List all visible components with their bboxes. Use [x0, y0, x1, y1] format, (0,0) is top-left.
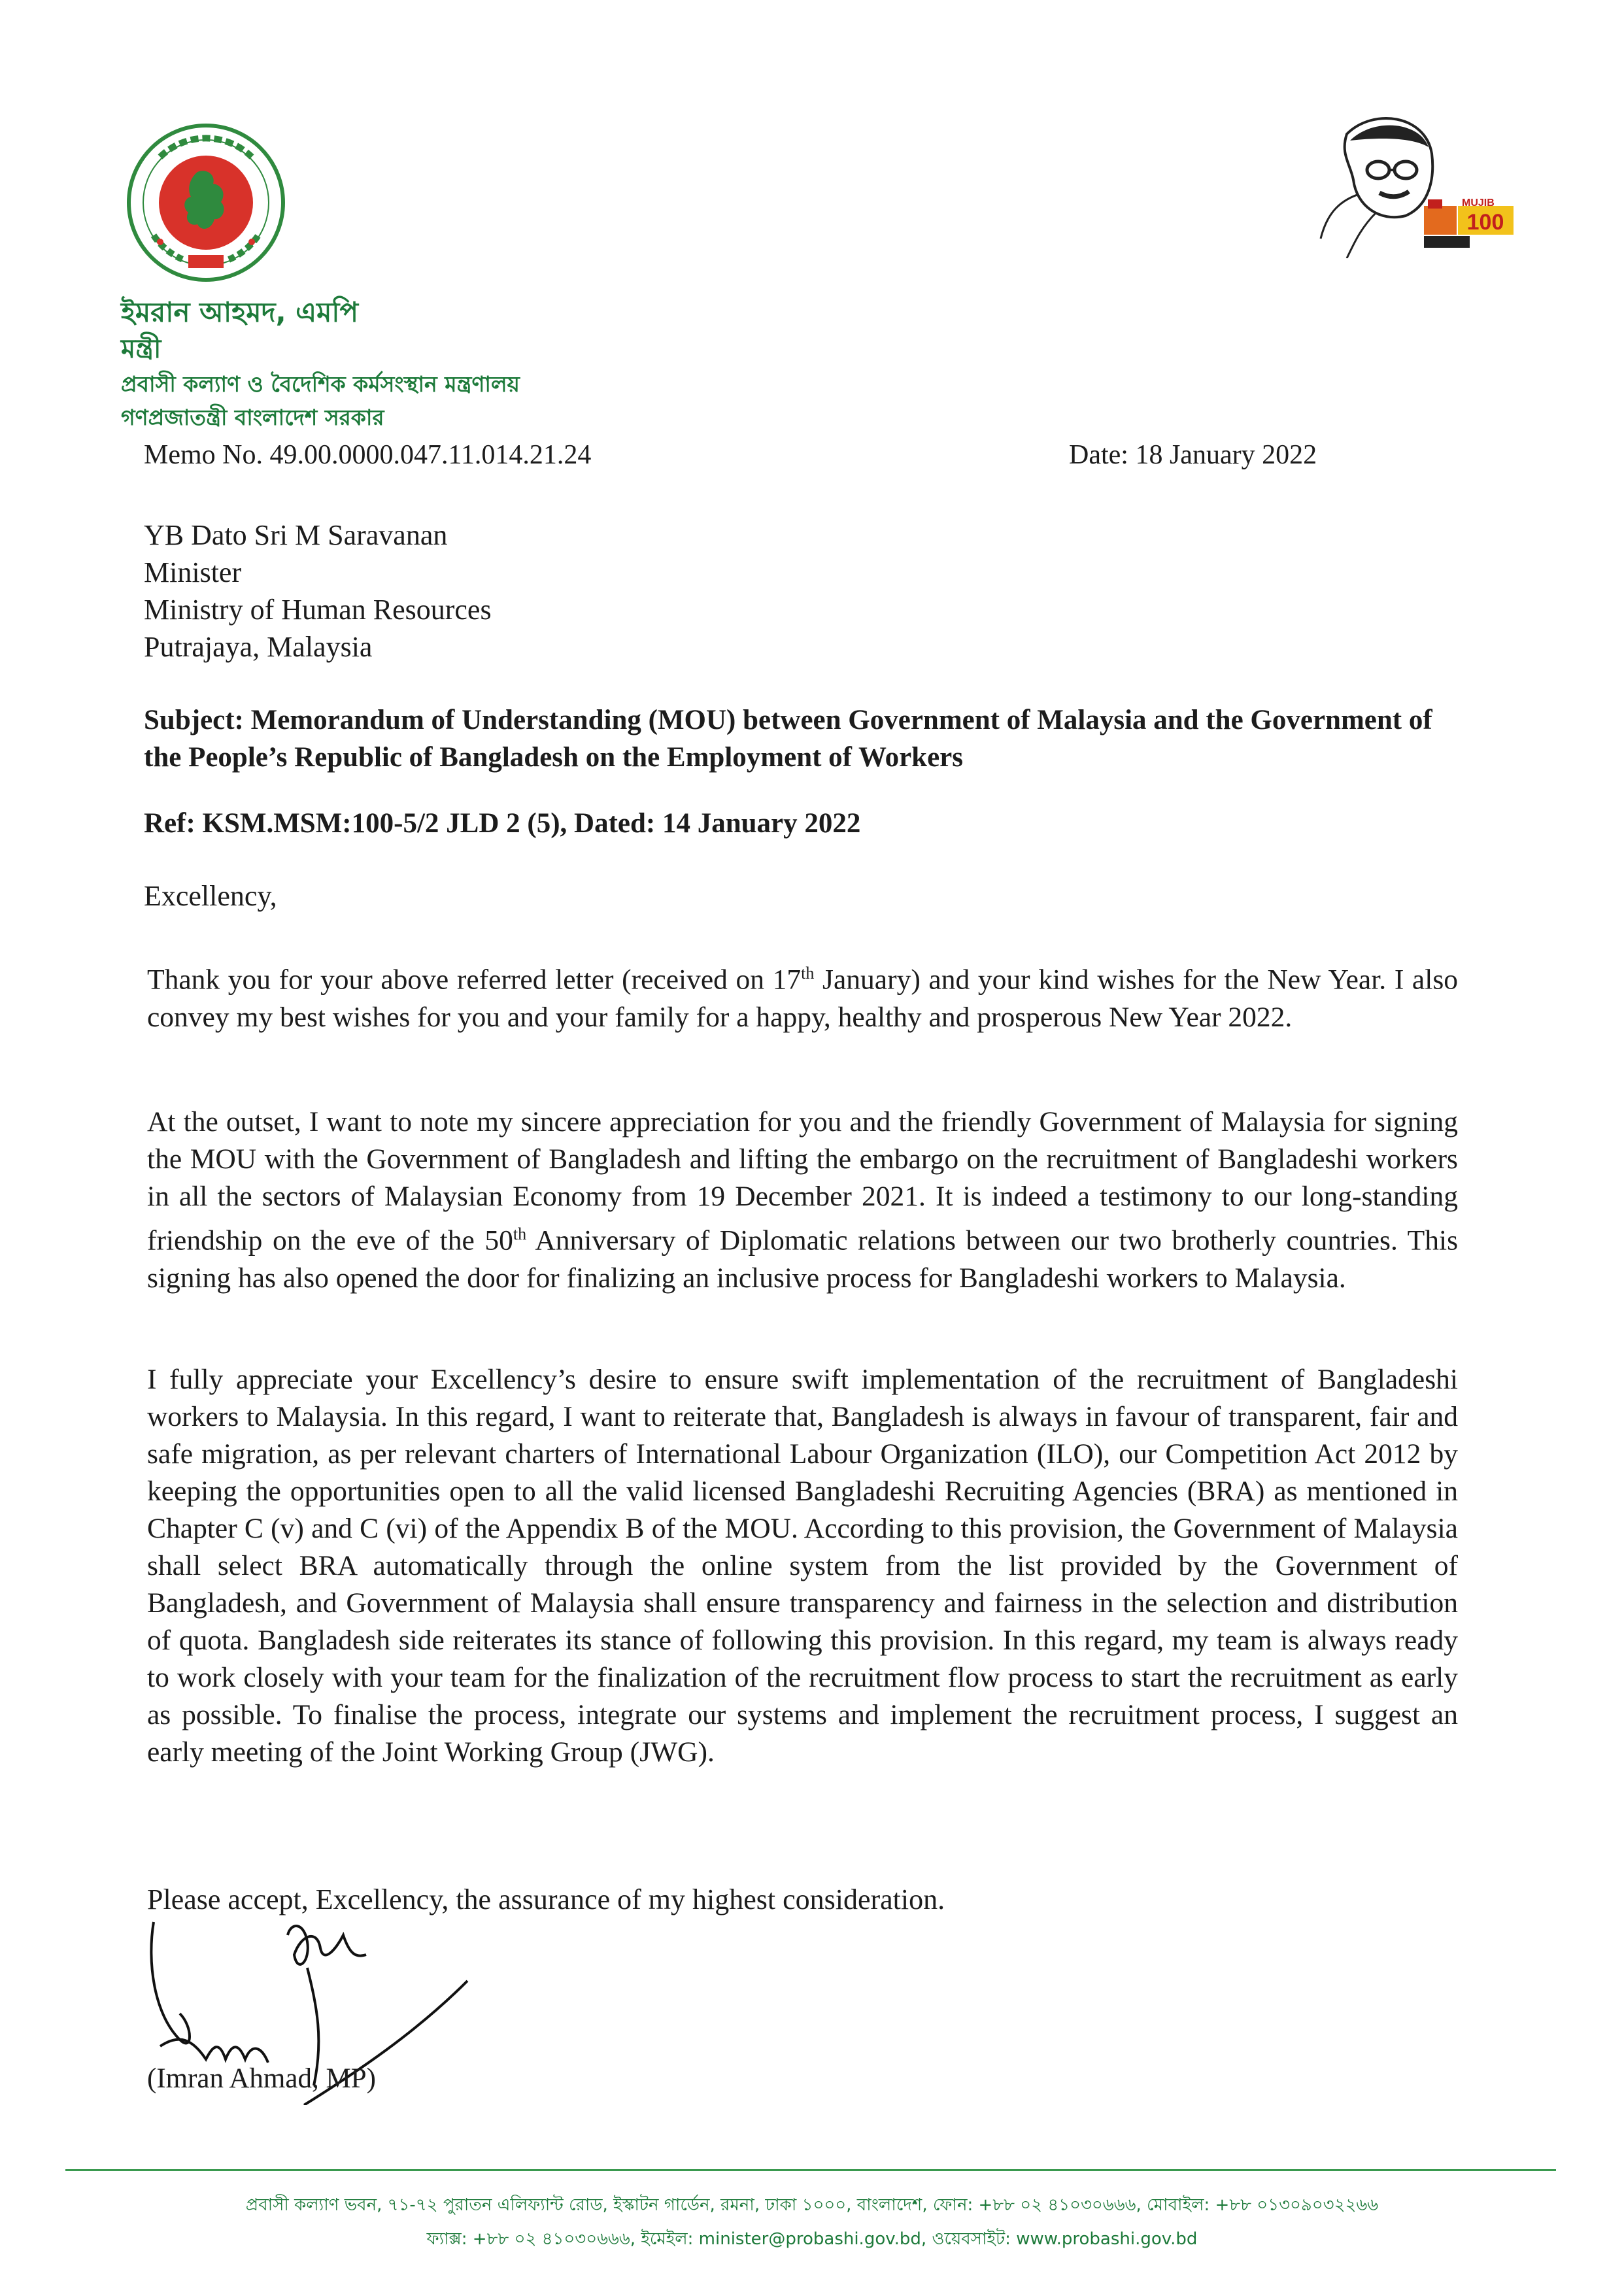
svg-text:100: 100	[1466, 210, 1504, 235]
footer-address: প্রবাসী কল্যাণ ভবন, ৭১-৭২ পুরাতন এলিফ্যান্ট রোড, ইস্কাটন গার্ডেন, রমনা, ঢাকা ১০০০, বাংলাদেশ, ফোন: +৮৮ ০২ ৪১০৩০৬৬৬, মোবাইল: +৮৮ ০১৩০৯০৩২২৬৬	[245, 2195, 1379, 2215]
addressee-name: YB Dato Sri M Saravanan	[144, 519, 448, 551]
body-paragraph-1: Thank you for your above referred letter (received on 17th January) and your kind wishes for the New Year. I also convey my best wishes for you and your family for a happy, healthy and prosperous New Year 2022.	[147, 964, 1459, 1033]
government-seal-icon	[124, 121, 288, 284]
ministry-name: প্রবাসী কল্যাণ ও বৈদেশিক কর্মসংস্থান মন্ত্রণালয়	[121, 371, 520, 397]
government-name: গণপ্রজাতন্ত্রী বাংলাদেশ সরকার	[121, 405, 384, 430]
letterhead-block	[121, 294, 520, 434]
footer-divider	[65, 2169, 1556, 2171]
addressee-title: Minister	[144, 556, 242, 588]
minister-title: মন্ত্রী	[121, 334, 161, 364]
body-paragraph-3: I fully appreciate your Excellency’s desire to ensure swift implementation of the recruitment of Bangladeshi workers to Malaysia. In this regard, I want to reiterate that, Bangladesh is always in favour of transparent, fair and safe migration, as per relevant charters of International Labour Organization (ILO), our Competition Act 2012 by keeping the opportunities open to all the valid licensed Bangladeshi Recruiting Agencies (BRA) as mentioned in Chapter C (v) and C (vi) of the Appendix B of the MOU. According to this provision, the Government of Malaysia shall select BRA automatically through the online system from the list provided by the Government of Bangladesh, and Government of Malaysia shall ensure transparency and fairness in the selection and distribution of quota. Bangladesh side reiterates its stance of following this provision. In this regard, my team is always ready to work closely with your team for the finalization of the recruitment flow process to start the recruitment as early as possible. To finalise the process, integrate our systems and implement the recruitment process, I suggest an early meeting of the Joint Working Group (JWG).	[147, 1364, 1458, 1768]
addressee-block	[144, 516, 492, 666]
closing-line: Please accept, Excellency, the assurance of my highest consideration.	[147, 1883, 945, 1915]
footer-contact: ফ্যাক্স: +৮৮ ০২ ৪১০৩০৬৬৬, ইমেইল: minister@probashi.gov.bd, ওয়েবসাইট: www.probashi.gov.bd	[426, 2229, 1198, 2249]
letter-date: Date: 18 January 2022	[1069, 440, 1317, 470]
signer-name: (Imran Ahmad, MP)	[147, 2063, 376, 2094]
salutation: Excellency,	[144, 880, 277, 912]
minister-name: ইমরান আহমদ, এমপি	[121, 296, 358, 328]
addressee-ministry: Ministry of Human Resources	[144, 594, 492, 626]
body-paragraph-2: At the outset, I want to note my sincere appreciation for you and the friendly Government of Malaysia for signing the MOU with the Government of Bangladesh and lifting the embargo on the recruitment of Bangladeshi workers in all the sectors of Malaysian Economy from 19 December 2021. It is indeed a testimony to our long-standing friendship on the eve of the 50th Anniversary of Diplomatic relations between our two brotherly countries. This signing has also opened the door for finalizing an inclusive process for Bangladeshi workers to Malaysia.	[147, 1106, 1459, 1294]
addressee-location: Putrajaya, Malaysia	[144, 631, 373, 663]
reference-line: Ref: KSM.MSM:100-5/2 JLD 2 (5), Dated: 14 January 2022	[144, 808, 861, 839]
mujib-100-logo-icon	[1301, 108, 1517, 258]
memo-number: Memo No. 49.00.0000.047.11.014.21.24	[144, 440, 592, 470]
subject-line: Subject: Memorandum of Understanding (MOU) between Government of Malaysia and the Government of the People’s Republic of Bangladesh on the Employment of Workers	[144, 705, 1432, 773]
svg-text:MUJIB: MUJIB	[1462, 197, 1495, 209]
